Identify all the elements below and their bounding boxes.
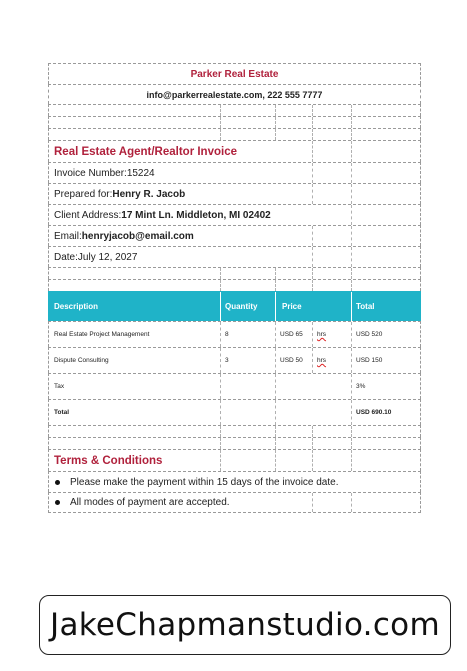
bullet-icon [55,480,60,485]
spacer-row [48,104,421,116]
client-address-row [48,204,421,225]
date-label: Date: [54,251,78,263]
header-description: Description [54,302,99,311]
bullet-icon [55,500,60,505]
client-email: henryjacob@email.com [81,230,194,242]
item-total: 3% [356,383,366,390]
spacer-row [48,279,421,291]
item-quantity: 8 [225,331,229,338]
invoice-title: Real Estate Agent/Realtor Invoice [54,145,237,158]
invoice-number-label: Invoice Number: [54,167,127,179]
spacer-row [48,116,421,128]
spacer-row [48,425,421,437]
header-quantity: Quantity [225,302,258,311]
table-row [48,373,421,399]
header-total: Total [356,302,375,311]
total-value: USD 690.10 [356,409,392,416]
total-label: Total [54,409,70,416]
item-description: Dispute Consulting [54,357,109,364]
spacer-row [48,267,421,279]
invoice-sheet [48,63,421,513]
terms-title: Terms & Conditions [54,454,163,467]
company-row [48,63,421,84]
terms-item [48,471,421,492]
company-contact: info@parkerrealestate.com, 222 555 7777 [146,89,323,100]
invoice-number: 15224 [126,167,155,179]
terms-title-row [48,449,421,471]
contact-row [48,84,421,104]
item-price: USD 50 [280,357,303,364]
client-address-label: Client Address: [54,209,122,221]
item-description: Tax [54,383,65,390]
item-description: Real Estate Project Management [54,331,150,338]
email-row [48,225,421,246]
spacer-row [48,437,421,449]
terms-text: Please make the payment within 15 days of the invoice date. [70,476,339,488]
email-label: Email: [54,230,82,242]
spacer-row [48,128,421,140]
client-address: 17 Mint Ln. Middleton, MI 02402 [121,209,271,221]
table-header [48,291,421,321]
item-price: USD 65 [280,331,303,338]
table-row [48,321,421,347]
header-price: Price [282,302,302,311]
item-total: USD 520 [356,331,383,338]
terms-text: All modes of payment are accepted. [70,497,230,508]
item-unit: hrs [317,357,327,364]
item-unit: hrs [317,331,327,338]
watermark-banner: JakeChapmanstudio.com [39,595,451,655]
item-quantity: 3 [225,357,229,364]
invoice-date: July 12, 2027 [77,251,138,263]
item-total: USD 150 [356,357,383,364]
invoice-title-row [48,140,421,162]
prepared-for-name: Henry R. Jacob [112,188,186,200]
company-name: Parker Real Estate [190,68,279,80]
prepared-for-row [48,183,421,204]
invoice-number-row [48,162,421,183]
table-row [48,347,421,373]
terms-item [48,492,421,513]
prepared-for-label: Prepared for: [54,188,113,200]
total-row [48,399,421,425]
date-row [48,246,421,267]
